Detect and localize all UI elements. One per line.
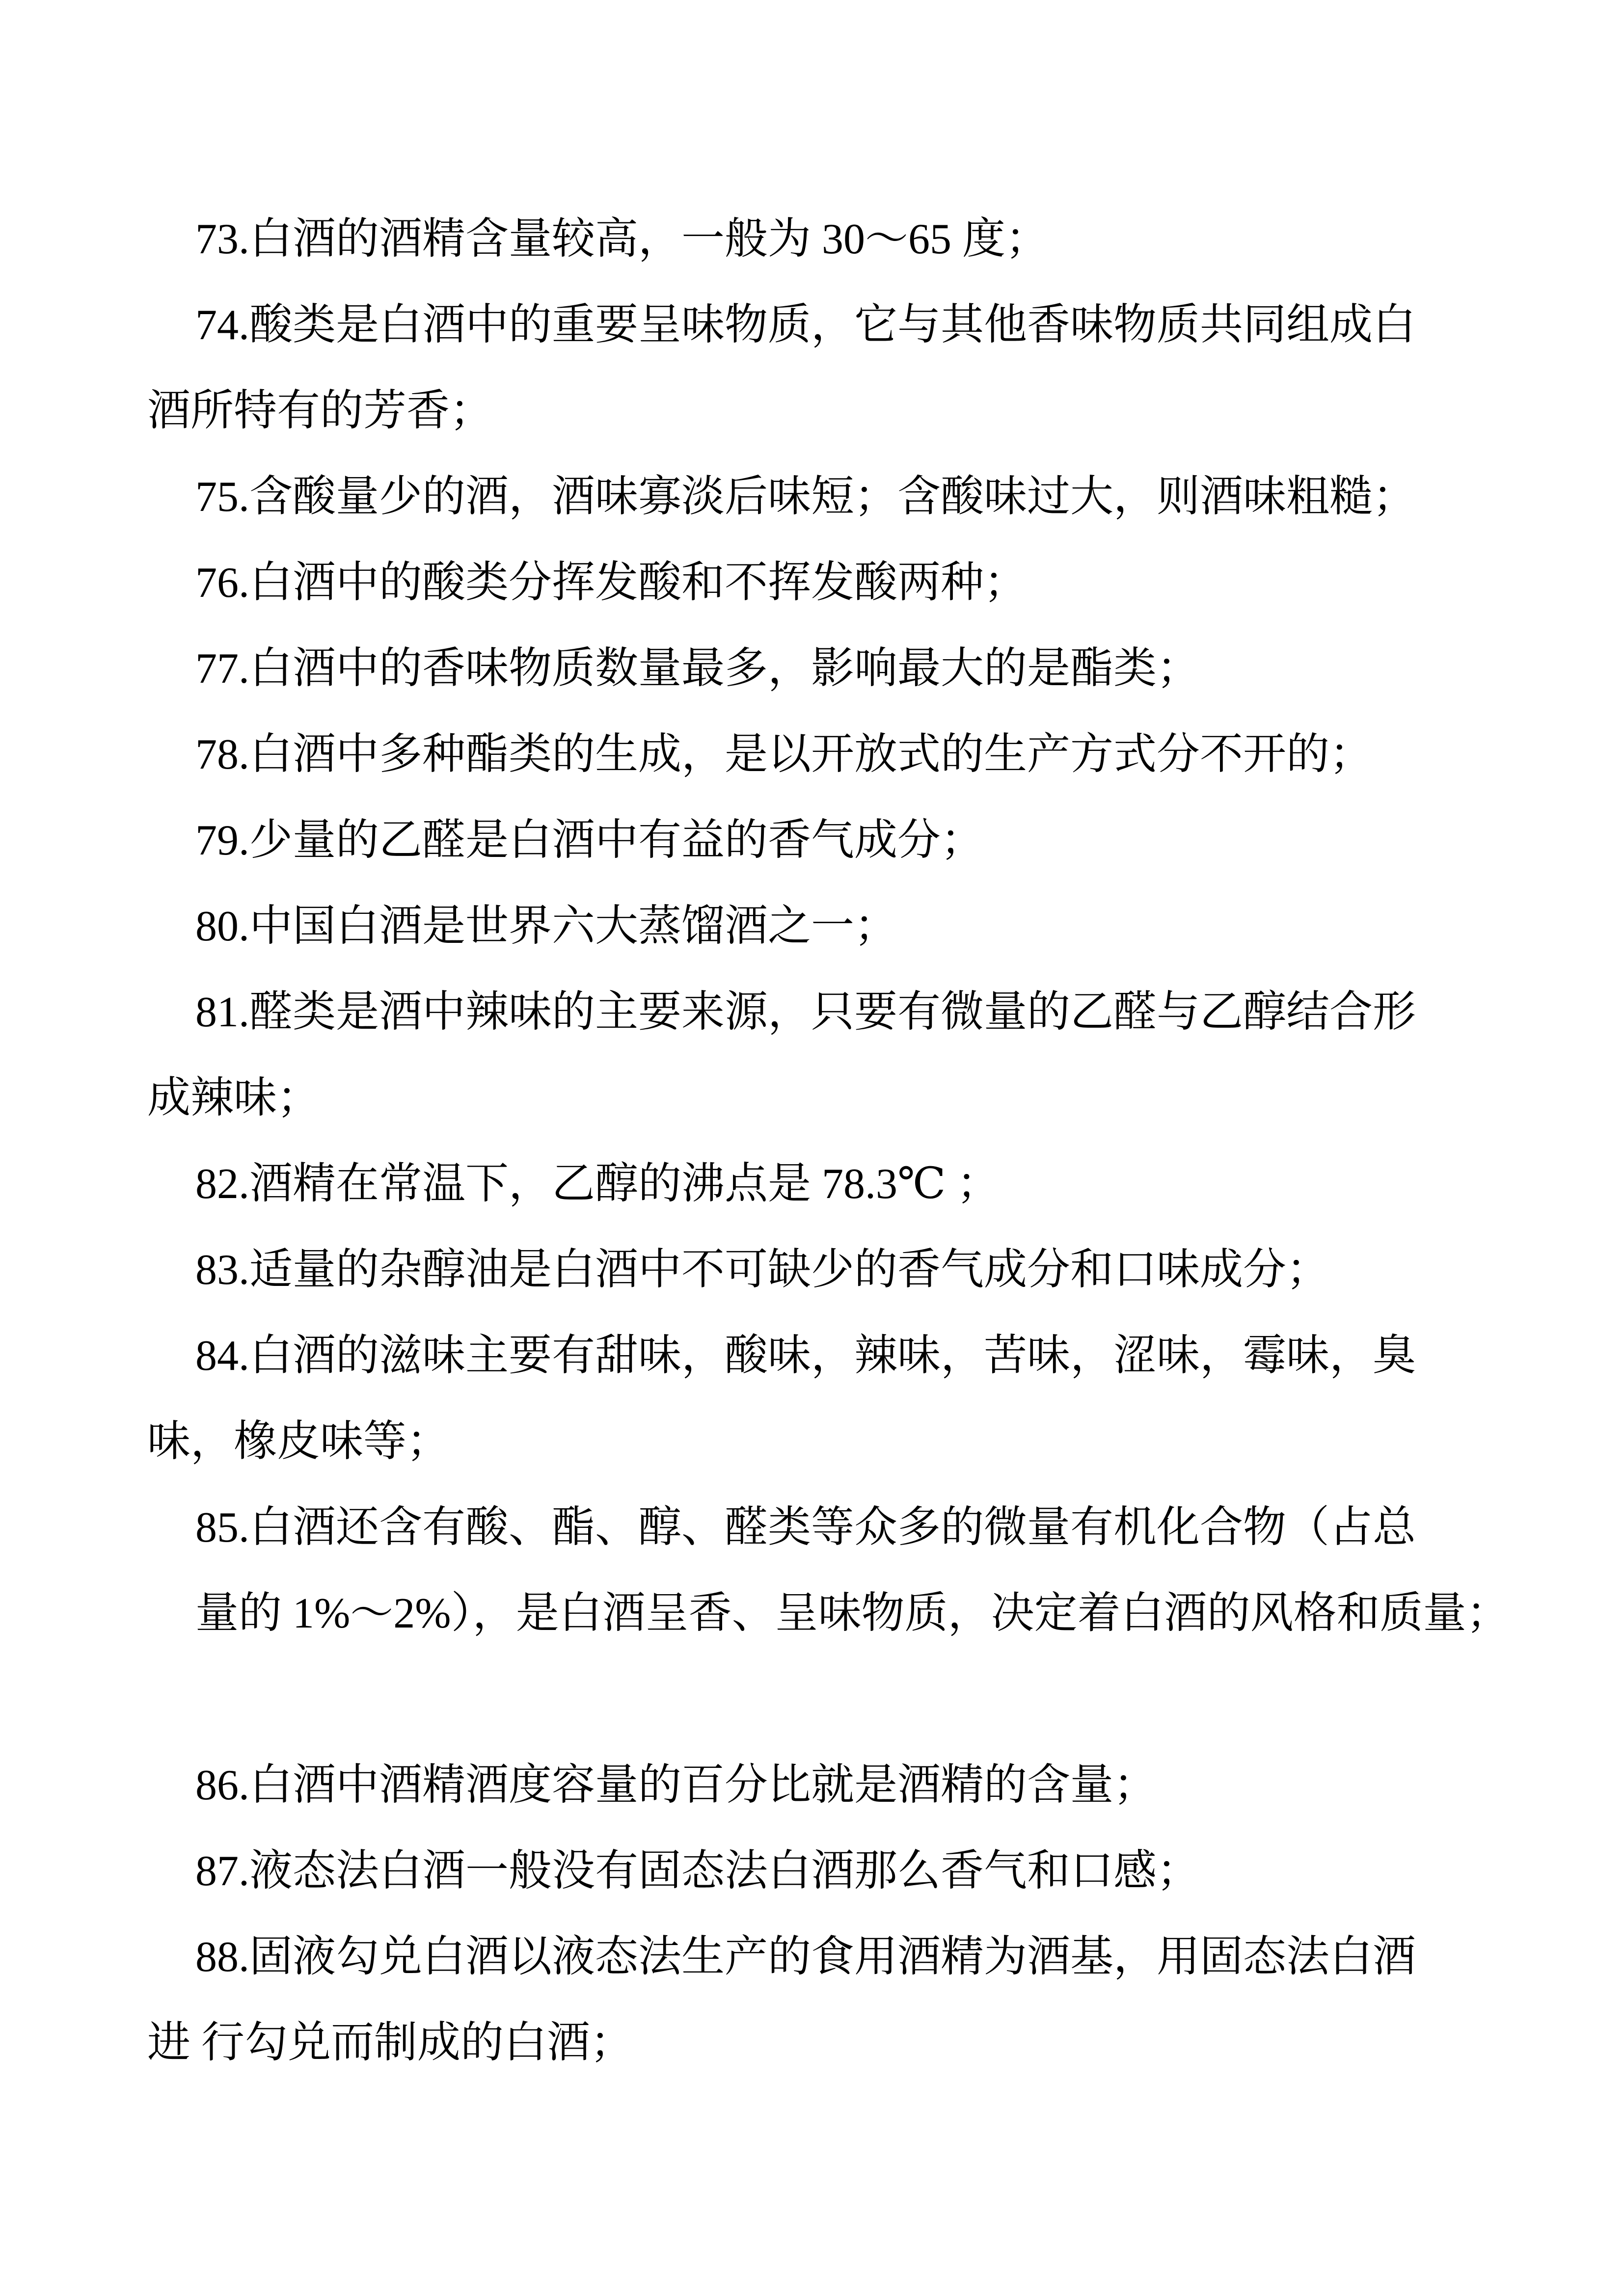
text-line: 76.白酒中的酸类分挥发酸和不挥发酸两种； [195, 559, 1028, 607]
text-line: 79.少量的乙醛是白酒中有益的香气成分； [195, 817, 984, 864]
text-line: 81.醛类是酒中辣味的主要来源，只要有微量的乙醛与乙醇结合形 [195, 988, 1416, 1036]
text-line: 量的 1%～2%），是白酒呈香、呈味物质，决定着白酒的风格和质量； [195, 1590, 1510, 1637]
text-line: 80.中国白酒是世界六大蒸馏酒之一； [195, 903, 898, 950]
text-line: 82.酒精在常温下，乙醇的沸点是 78.3℃ ； [195, 1160, 1000, 1208]
document-content [0, 196, 1624, 2086]
text-line: 味，橡皮味等； [147, 1418, 450, 1466]
text-line: 74.酸类是白酒中的重要呈味物质，它与其他香味物质共同组成白 [195, 301, 1416, 349]
text-line: 86.白酒中酒精酒度容量的百分比就是酒精的含量； [195, 1762, 1157, 1809]
text-line: 进 行勾兑而制成的白酒； [147, 2019, 634, 2067]
text-line: 84.白酒的滋味主要有甜味，酸味，辣味，苦味，涩味，霉味，臭 [195, 1332, 1416, 1380]
text-line: 77.白酒中的香味物质数量最多，影响最大的是酯类； [195, 645, 1200, 693]
text-line: 87.液态法白酒一般没有固态法白酒那么香气和口感； [195, 1847, 1200, 1895]
text-line: 88.固液勾兑白酒以液态法生产的食用酒精为酒基，用固态法白酒 [195, 1933, 1416, 1981]
text-line: 75.含酸量少的酒，酒味寡淡后味短；含酸味过大，则酒味粗糙； [195, 473, 1416, 521]
text-line: 73.白酒的酒精含量较高，一般为 30～65 度； [195, 215, 1049, 263]
text-line: 78.白酒中多种酯类的生成，是以开放式的生产方式分不开的； [195, 731, 1373, 778]
text-line: 85.白酒还含有酸、酯、醇、醛类等众多的微量有机化合物（占总 [195, 1504, 1416, 1551]
text-line: 酒所特有的芳香； [147, 387, 493, 435]
text-line: 83.适量的杂醇油是白酒中不可缺少的香气成分和口味成分； [195, 1246, 1330, 1294]
blank-line [0, 1656, 1624, 1742]
text-line: 成辣味； [147, 1074, 321, 1122]
